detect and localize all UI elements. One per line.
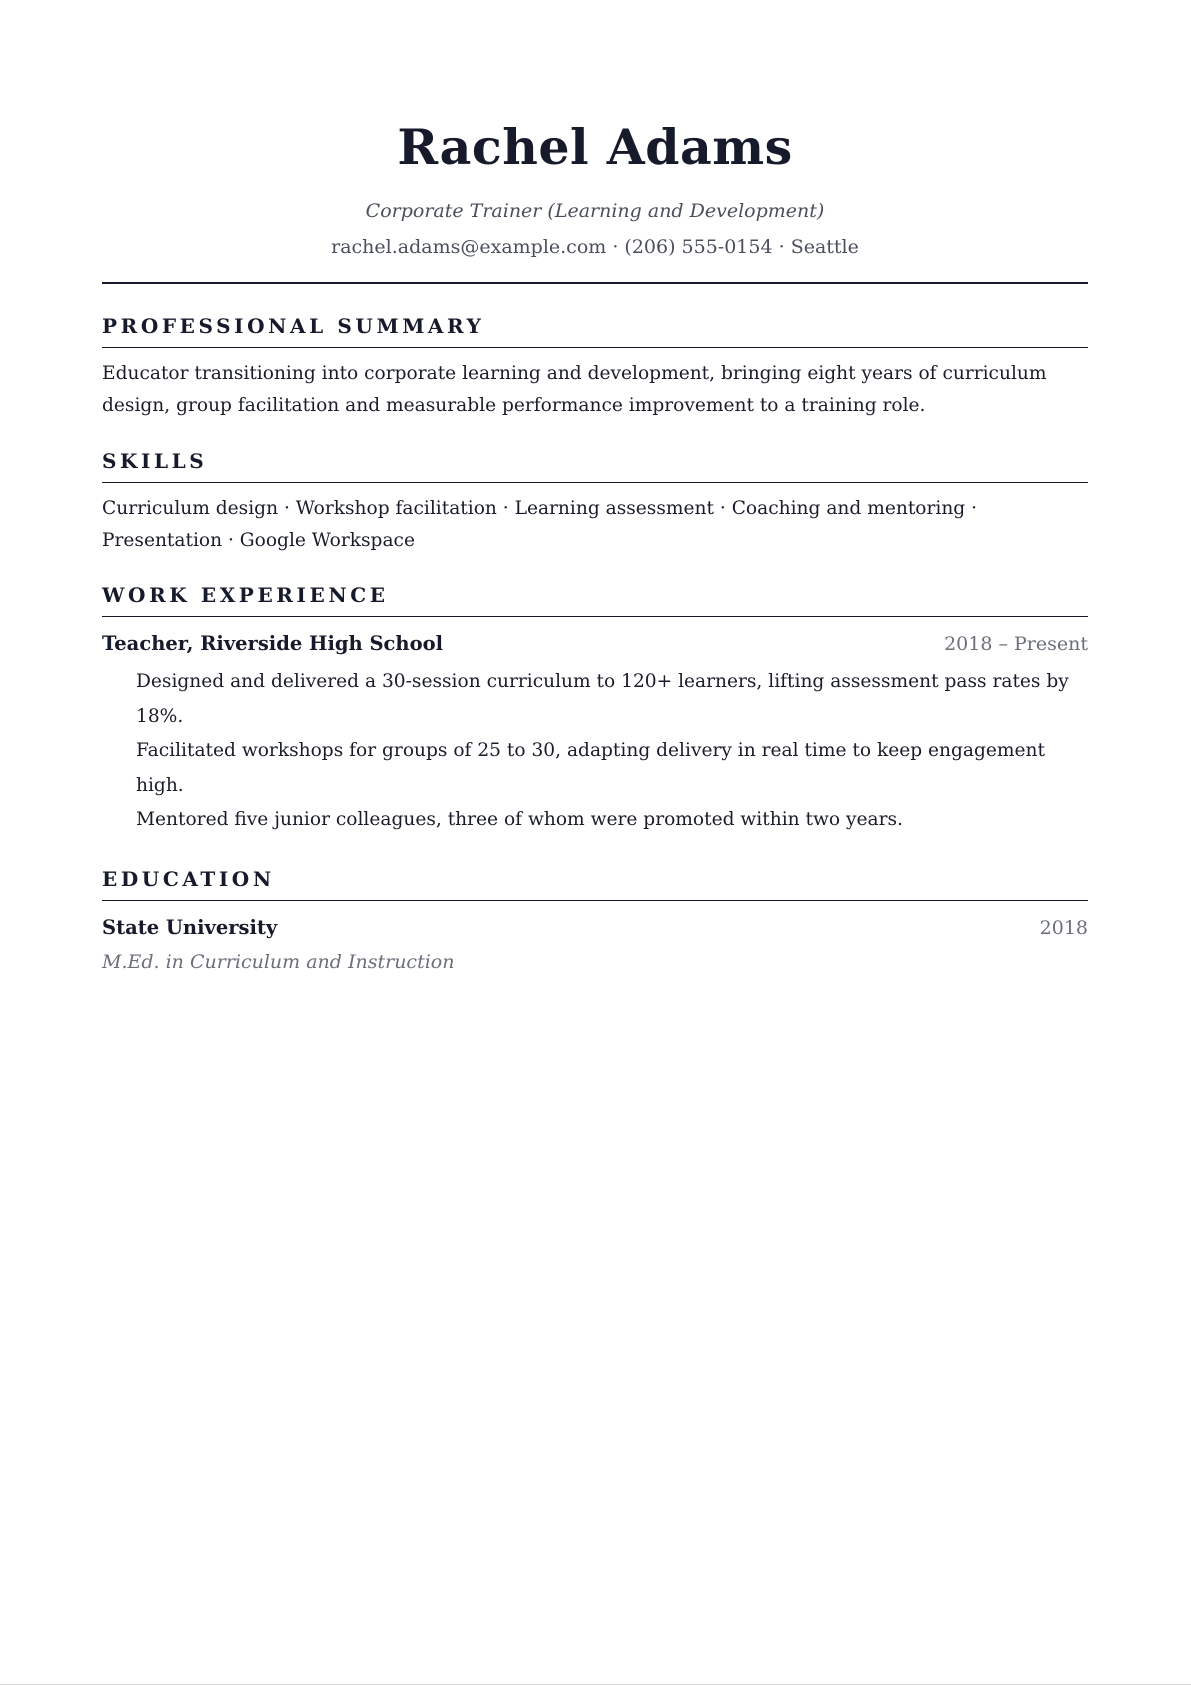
- degree-name: M.Ed. in Curriculum and Instruction: [102, 950, 455, 973]
- job-title-employer: Teacher, Riverside High School: [102, 632, 444, 655]
- achievement-item: Designed and delivered a 30-session curriculum to 120+ learners, lifting assessment pass rates by 18%.: [136, 671, 1069, 727]
- candidate-name: Rachel Adams: [397, 118, 793, 176]
- education-heading: EDUCATION: [102, 866, 1088, 901]
- education-section: [102, 866, 1088, 975]
- education-entry-header: [102, 913, 1088, 943]
- experience-section: [102, 582, 1088, 838]
- experience-heading: WORK EXPERIENCE: [102, 582, 1088, 617]
- job-title: Corporate Trainer (Learning and Development): [365, 200, 825, 222]
- achievement-item: Mentored five junior colleagues, three of whom were promoted within two years.: [136, 809, 903, 830]
- achievement-item: Facilitated workshops for groups of 25 to 30, adapting delivery in real time to keep engagement high.: [136, 740, 1046, 796]
- resume-header: [102, 0, 1088, 260]
- skills-list: Curriculum design · Workshop facilitation · Learning assessment · Coaching and mentoring · Presentation · Google Workspace: [102, 498, 978, 551]
- skills-heading: SKILLS: [102, 448, 1088, 483]
- job-entry-header: [102, 629, 1088, 659]
- school-name: State University: [102, 915, 278, 939]
- summary-heading: PROFESSIONAL SUMMARY: [102, 313, 1088, 348]
- job-achievements: [102, 665, 1088, 838]
- summary-section: [102, 313, 1088, 422]
- contact-info: rachel.adams@example.com · (206) 555-0154 · Seattle: [331, 236, 859, 258]
- graduation-year: 2018: [1039, 916, 1088, 939]
- summary-text: Educator transitioning into corporate learning and development, bringing eight years of curriculum design, group facilitation and measurable performance improvement to a training role.: [102, 363, 1047, 416]
- job-dates: 2018 – Present: [944, 633, 1088, 655]
- header-divider: [102, 282, 1088, 284]
- resume-page: [102, 0, 1088, 975]
- skills-section: [102, 448, 1088, 557]
